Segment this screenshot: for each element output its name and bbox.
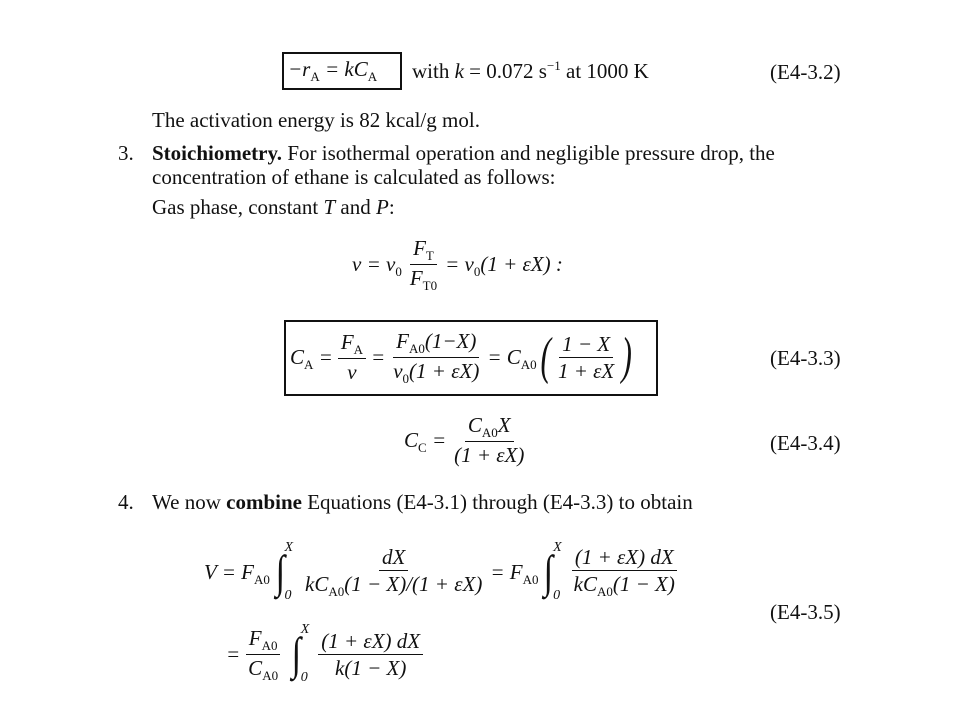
- equation-label-e432: (E4-3.2): [770, 60, 841, 84]
- rate-law: $-r_A = kC_A$: [288, 57, 378, 84]
- item-3-number: 3.: [118, 141, 134, 165]
- gas-phase-line: Gas phase, constant T and P:: [152, 195, 395, 219]
- flow-fraction: $\frac{F_T}{F_{T0}}$: [409, 236, 438, 293]
- equation-label-e434: (E4-3.4): [770, 431, 841, 455]
- item-4-number: 4.: [118, 490, 134, 514]
- item-3-line2: concentration of ethane is calculated as follows:: [152, 165, 556, 189]
- volume-equation-line2: = $\frac{F_{A0}}{C_{A0}}$ ∫ X 0 $\frac{(1 + \varepsilon X) dX}{k(1 - X)}$: [226, 622, 428, 686]
- item-4-text: We now combine Equations (E4-3.1) through (E4-3.3) to obtain: [152, 490, 693, 514]
- integral-sign: ∫ X 0: [275, 540, 294, 603]
- item-3-line1: Stoichiometry. For isothermal operation and negligible pressure drop, the: [152, 141, 775, 165]
- activation-energy-text: The activation energy is 82 kcal/g mol.: [152, 108, 480, 132]
- volumetric-flow-equation: $v = v_0$ $\frac{F_T}{F_{T0}}$ = $v_0(1 + \varepsilon X)$ :: [352, 236, 563, 293]
- integral-sign: ∫ X 0: [291, 622, 310, 685]
- rate-constant: with k = 0.072 $s^{-1}$ at 1000 K: [412, 58, 649, 83]
- concentration-c-equation: $C_C$ = $\frac{C_{A0}X}{(1 + \varepsilon X)}$: [404, 413, 525, 467]
- equation-label-e433: (E4-3.3): [770, 346, 841, 370]
- volume-equation-line1: $V = F_{A0}$ ∫ X 0 $\frac{dX}{kC_{A0}(1 - X)/(1 + \varepsilon X)}$ = $F_{A0}$ ∫ X 0 $\frac{(1 + \varepsilon X) dX}{kC_{A0}(1 - X)}$: [204, 540, 675, 603]
- item-3-heading: Stoichiometry.: [152, 141, 283, 165]
- concentration-a-equation: $C_A$ = $\frac{F_A}{v}$ = $\frac{F_{A0}(1-X)}{v_0(1 + \varepsilon X)}$ = $C_{A0}$ ( $\frac{1 - X}{1 + \varepsilon X}$ ): [290, 328, 633, 386]
- equation-label-e435: (E4-3.5): [770, 600, 841, 624]
- integral-sign: ∫ X 0: [544, 540, 562, 603]
